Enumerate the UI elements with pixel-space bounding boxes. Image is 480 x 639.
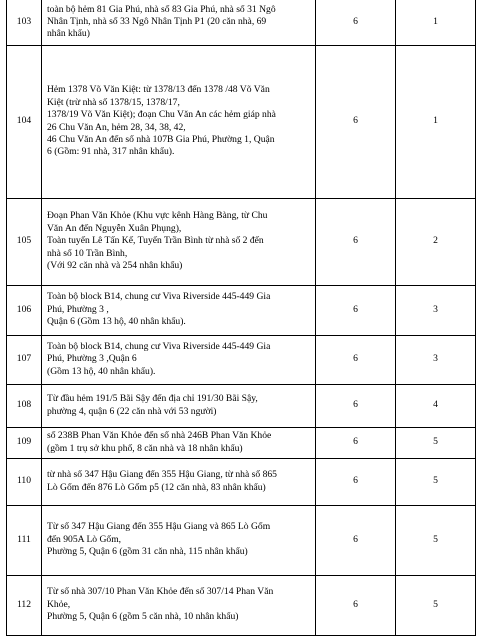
row-col4: 4	[396, 384, 476, 427]
row-col4: 5	[396, 505, 476, 575]
row-description: Từ số 347 Hậu Giang đến 355 Hậu Giang và 865 Lò Gốm đến 905A Lò Gốm, Phường 5, Quận 6 (gồm 31 căn nhà, 115 nhân khẩu)	[42, 505, 316, 575]
row-number: 103	[7, 0, 42, 45]
row-description: Từ đầu hẻm 191/5 Bãi Sậy đến địa chỉ 191/30 Bãi Sậy, phường 4, quận 6 (22 căn nhà với 53 người)	[42, 384, 316, 427]
table-row	[7, 458, 476, 505]
row-col3: 6	[316, 384, 396, 427]
row-number: 105	[7, 198, 42, 285]
row-col3: 6	[316, 458, 396, 505]
row-col3: 6	[316, 505, 396, 575]
row-col4: 2	[396, 198, 476, 285]
table-row	[7, 575, 476, 635]
table-row	[7, 45, 476, 198]
row-description: Toàn bộ block B14, chung cư Viva Riverside 445-449 Gia Phú, Phường 3 , Quận 6 (Gồm 13 hộ, 40 nhân khẩu).	[42, 285, 316, 335]
row-col3: 6	[316, 45, 396, 198]
row-col4: 3	[396, 285, 476, 335]
table-row	[7, 505, 476, 575]
row-col4: 5	[396, 427, 476, 458]
row-col3: 6	[316, 285, 396, 335]
row-number: 106	[7, 285, 42, 335]
table-row	[7, 335, 476, 384]
row-number: 112	[7, 575, 42, 635]
row-description: từ nhà số 347 Hậu Giang đến 355 Hậu Giang, từ nhà số 865 Lò Gốm đến 876 Lò Gốm p5 (12 căn nhà, 83 nhân khẩu)	[42, 458, 316, 505]
row-col3: 6	[316, 335, 396, 384]
row-col4: 5	[396, 575, 476, 635]
table-row	[7, 285, 476, 335]
row-number: 107	[7, 335, 42, 384]
table-row	[7, 0, 476, 45]
row-number: 110	[7, 458, 42, 505]
table-row	[7, 198, 476, 285]
row-description: Toàn bộ block B14, chung cư Viva Riverside 445-449 Gia Phú, Phường 3 ,Quận 6 (Gồm 13 hộ, 40 nhân khẩu).	[42, 335, 316, 384]
row-number: 108	[7, 384, 42, 427]
row-col4: 1	[396, 45, 476, 198]
row-description: toàn bộ hẻm 81 Gia Phú, nhà số 83 Gia Phú, nhà số 31 Ngô Nhân Tịnh, nhà số 33 Ngô Nhân Tịnh P1 (20 căn nhà, 69 nhân khẩu)	[42, 0, 316, 45]
row-col3: 6	[316, 0, 396, 45]
row-description: Từ số nhà 307/10 Phan Văn Khỏe đến số 307/14 Phan Văn Khỏe, Phường 5, Quận 6 (gồm 5 căn nhà, 10 nhân khẩu)	[42, 575, 316, 635]
row-description: Hẻm 1378 Võ Văn Kiệt: từ 1378/13 đến 1378 /48 Võ Văn Kiệt (trừ nhà số 1378/15, 1378/17, 1378/19 Võ Văn Kiệt); đoạn Chu Văn An các hẻm giáp nhà 26 Chu Văn An, hẻm 28, 34, 38, 42, 46 Chu Văn An đến số nhà 107B Gia Phú, Phường 1, Quận 6 (Gồm: 91 nhà, 317 nhân khẩu).	[42, 45, 316, 198]
table-row	[7, 384, 476, 427]
row-col3: 6	[316, 427, 396, 458]
table-row	[7, 427, 476, 458]
row-number: 109	[7, 427, 42, 458]
row-col4: 1	[396, 0, 476, 45]
row-col3: 6	[316, 198, 396, 285]
document-table	[6, 0, 476, 636]
row-col4: 3	[396, 335, 476, 384]
row-number: 104	[7, 45, 42, 198]
row-description: số 238B Phan Văn Khỏe đến số nhà 246B Phan Văn Khỏe (gồm 1 trụ sở khu phố, 8 căn nhà và 18 nhân khẩu)	[42, 427, 316, 458]
row-col4: 5	[396, 458, 476, 505]
row-description: Đoạn Phan Văn Khỏe (Khu vực kênh Hàng Bàng, từ Chu Văn An đến Nguyễn Xuân Phụng), Toàn tuyến Lê Tấn Kế, Tuyến Trần Bình từ nhà số 2 đến nhà số 10 Trần Bình, (Với 92 căn nhà và 254 nhân khẩu)	[42, 198, 316, 285]
row-col3: 6	[316, 575, 396, 635]
row-number: 111	[7, 505, 42, 575]
